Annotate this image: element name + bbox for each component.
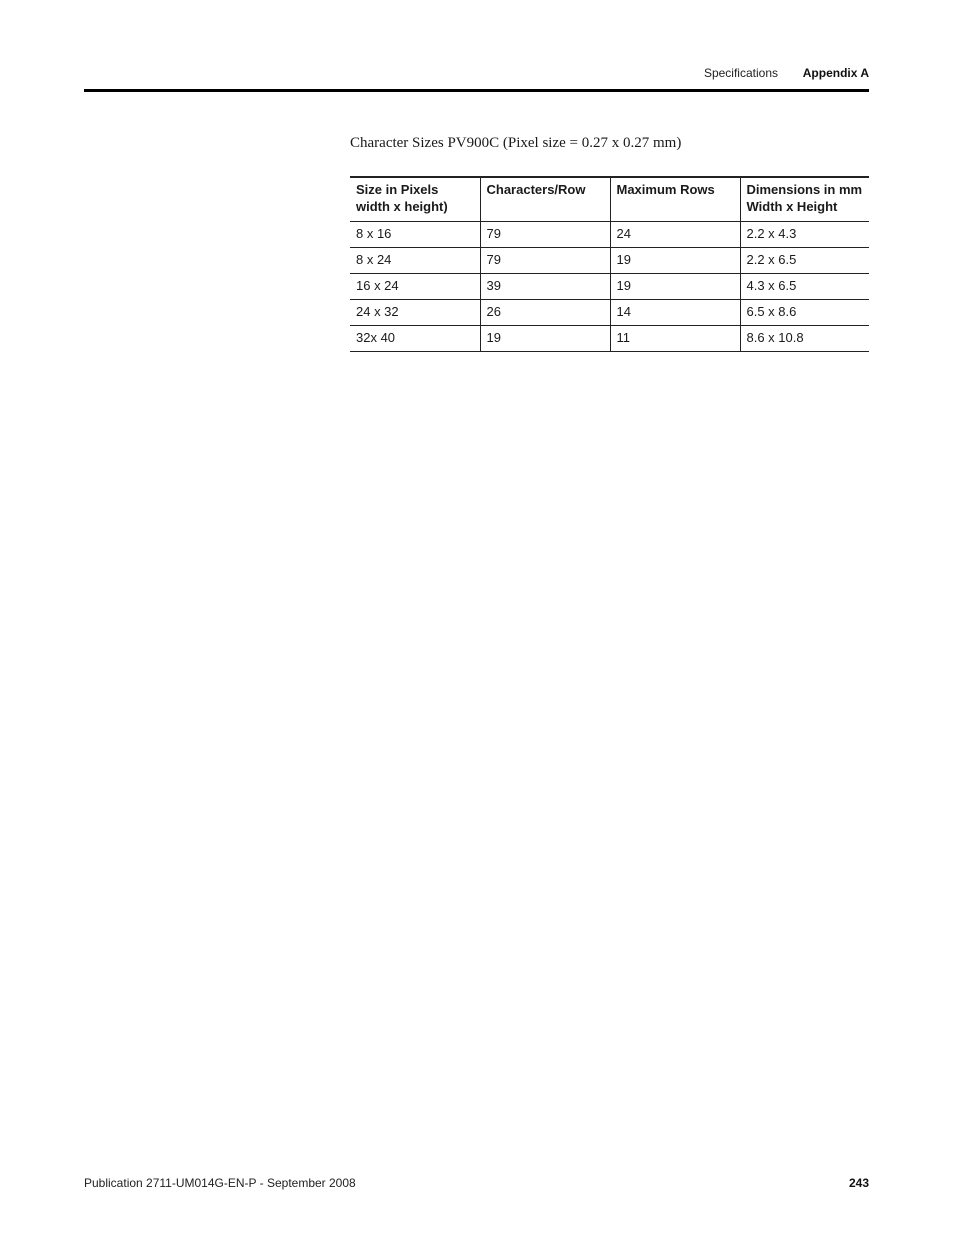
cell-characters-per-row: 26: [480, 299, 610, 325]
footer-page-number: 243: [848, 1176, 869, 1190]
column-header-maximum-rows: [610, 177, 740, 221]
cell-maximum-rows: 19: [610, 247, 740, 273]
cell-size-in-pixels: 8 x 24: [350, 247, 480, 273]
table-row: [350, 299, 869, 325]
cell-dimensions-mm: 2.2 x 4.3: [740, 221, 869, 247]
table-header-row: [350, 177, 869, 221]
cell-characters-per-row: 19: [480, 325, 610, 351]
cell-maximum-rows: 14: [610, 299, 740, 325]
cell-maximum-rows: 24: [610, 221, 740, 247]
character-sizes-table: [350, 176, 869, 352]
cell-maximum-rows: 11: [610, 325, 740, 351]
column-header-line: Maximum Rows: [616, 182, 715, 197]
cell-size-in-pixels: 16 x 24: [350, 273, 480, 299]
column-header-characters-per-row: [480, 177, 610, 221]
table-row: [350, 221, 869, 247]
cell-characters-per-row: 79: [480, 221, 610, 247]
column-header-line: Width x Height: [746, 199, 838, 214]
cell-dimensions-mm: 6.5 x 8.6: [740, 299, 869, 325]
cell-dimensions-mm: 4.3 x 6.5: [740, 273, 869, 299]
column-header-line: width x height): [356, 199, 448, 214]
cell-characters-per-row: 39: [480, 273, 610, 299]
page-header: [84, 60, 869, 90]
column-header-line: Dimensions in mm: [746, 182, 863, 197]
header-section-label: Specifications: [703, 66, 778, 80]
column-header-dimensions-mm: [740, 177, 869, 221]
footer-publication: Publication 2711-UM014G-EN-P - September 2008: [84, 1176, 356, 1190]
cell-characters-per-row: 79: [480, 247, 610, 273]
table-row: [350, 325, 869, 351]
header-rule: [84, 89, 869, 92]
cell-maximum-rows: 19: [610, 273, 740, 299]
header-appendix-label: Appendix A: [802, 66, 869, 80]
table-row: [350, 247, 869, 273]
cell-size-in-pixels: 8 x 16: [350, 221, 480, 247]
cell-size-in-pixels: 24 x 32: [350, 299, 480, 325]
table-row: [350, 273, 869, 299]
column-header-size-in-pixels: [350, 177, 480, 221]
column-header-line: Characters/Row: [486, 182, 586, 197]
cell-dimensions-mm: 2.2 x 6.5: [740, 247, 869, 273]
cell-size-in-pixels: 32x 40: [350, 325, 480, 351]
table-title: Character Sizes PV900C (Pixel size = 0.27 x 0.27 mm): [350, 135, 682, 151]
column-header-line: Size in Pixels: [356, 182, 439, 197]
cell-dimensions-mm: 8.6 x 10.8: [740, 325, 869, 351]
